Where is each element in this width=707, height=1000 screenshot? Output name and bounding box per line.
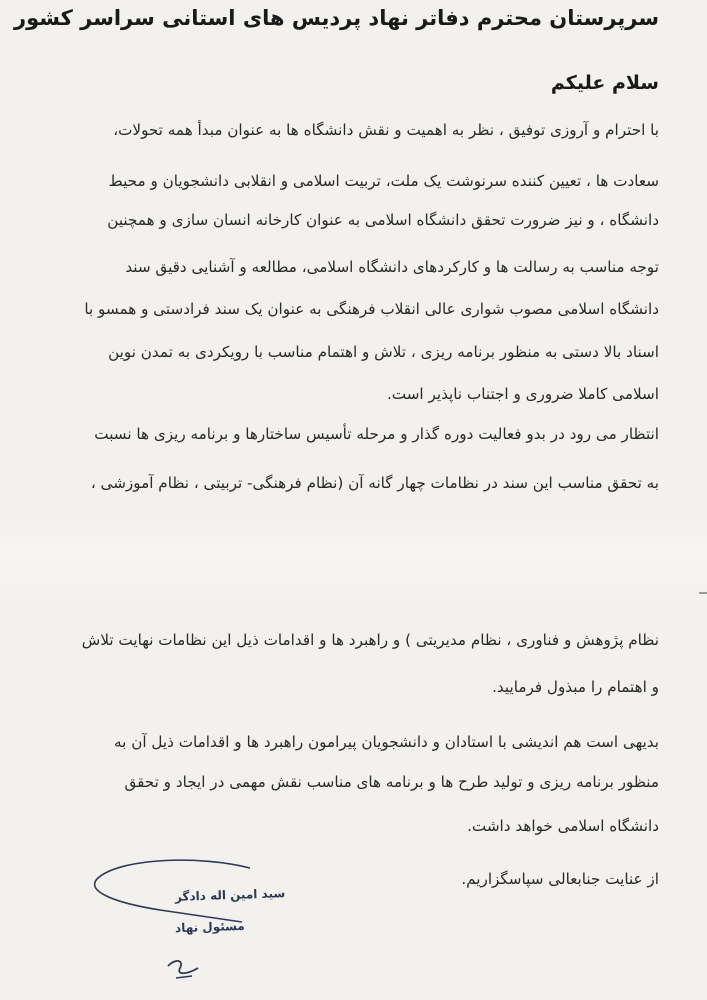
paragraph-4-line: منظور برنامه ریزی و تولید طرح ها و برنامه های مناسب نقش مهمی در ایجاد و تحقق — [124, 773, 659, 791]
paper-fold — [0, 520, 707, 600]
paragraph-2-line: به تحقق مناسب این سند در نظامات چهار گانه آن (نظام فرهنگی- تربیتی ، نظام آموزشی ، — [90, 474, 659, 492]
paragraph-1-line: دانشگاه ، و نیز ضرورت تحقق دانشگاه اسلامی به عنوان کارخانه انسان سازی و همچنین — [107, 211, 659, 229]
paragraph-1-line: سعادت ها ، تعیین کننده سرنوشت یک ملت، تربیت اسلامی و انقلابی دانشجویان و محیط — [108, 172, 659, 190]
paragraph-3-line: نظام پژوهش و فناوری ، نظام مدیریتی ) و راهبرد ها و اقدامات ذیل این نظامات نهایت تلاش — [81, 631, 659, 649]
closing-line: از عنایت جنابعالی سپاسگزاریم. — [461, 870, 659, 888]
signatory-name: سید امین اله دادگر — [174, 886, 286, 904]
letter-heading: سرپرستان محترم دفاتر نهاد پردیس های استانی سراسر کشور — [13, 6, 659, 30]
greeting: سلام علیکم — [550, 72, 659, 94]
paragraph-3-line: و اهتمام را مبذول فرمایید. — [492, 678, 659, 696]
paragraph-4-line: بدیهی است هم اندیشی با استادان و دانشجویان پیرامون راهبرد ها و اقدامات ذیل آن به — [114, 733, 659, 751]
paragraph-1-line: اسلامی کاملا ضروری و اجتناب ناپذیر است. — [386, 385, 659, 403]
paragraph-1-line: اسناد بالا دستی به منظور برنامه ریزی ، تلاش و اهتمام مناسب با رویکردی به تمدن نوین — [108, 343, 659, 361]
paragraph-1-line: توجه مناسب به رسالت ها و کارکردهای دانشگاه اسلامی، مطالعه و آشنایی دقیق سند — [125, 258, 659, 276]
paragraph-2-line: انتظار می رود در بدو فعالیت دوره گذار و مرحله تأسیس ساختارها و برنامه ریزی ها نسبت — [94, 425, 659, 443]
paragraph-1-line: با احترام و آروزی توفیق ، نظر به اهمیت و نقش دانشگاه ها به عنوان مبدأ همه تحولات، — [113, 121, 659, 139]
paragraph-1-line: دانشگاه اسلامی مصوب شواری عالی انقلاب فرهنگی به عنوان یک سند فرادستی و همسو با — [84, 300, 659, 318]
paragraph-4-line: دانشگاه اسلامی خواهد داشت. — [467, 817, 659, 835]
signatory-title: مسئول نهاد — [174, 918, 245, 936]
fold-edge-mark — [699, 592, 707, 594]
